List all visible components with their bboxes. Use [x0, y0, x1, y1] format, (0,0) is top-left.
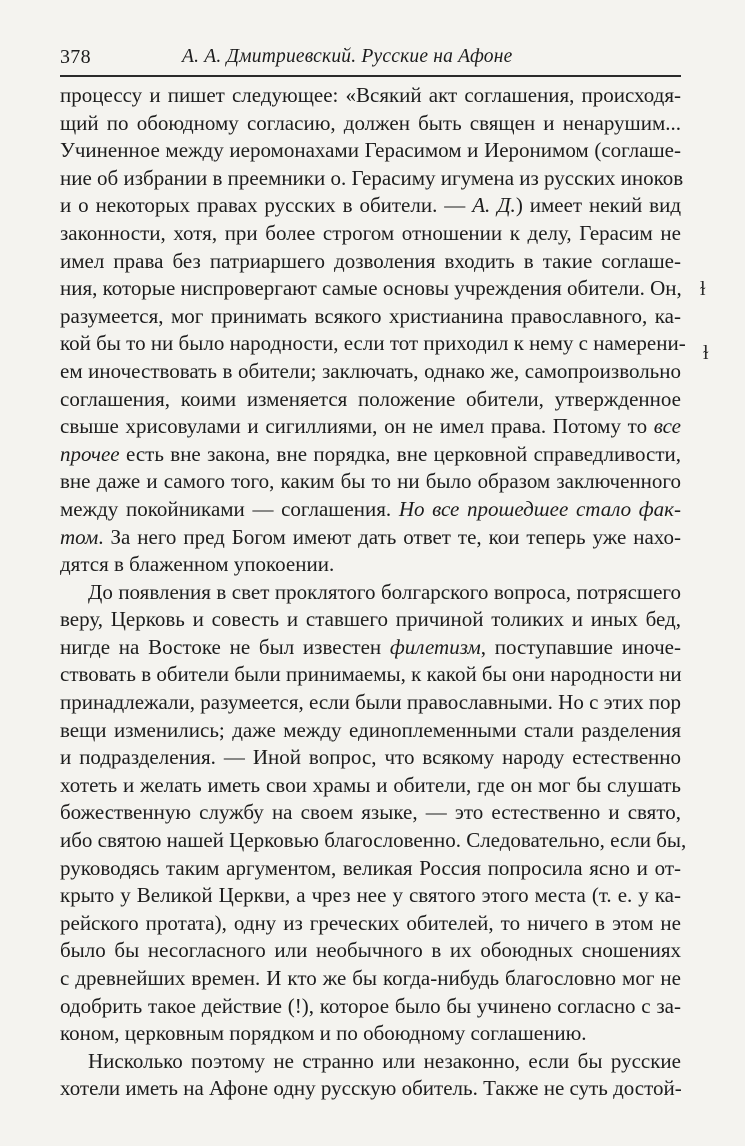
text-line — [60, 882, 681, 910]
text-segment: . За него пред Богом имеют дать ответ те, кои теперь уже нахо- — [98, 524, 681, 549]
italic-text-segment: филетизм — [389, 634, 481, 659]
text-line — [60, 137, 681, 165]
text-segment: хотели иметь на Афоне одну русскую обитель. Также не суть достой- — [60, 1076, 682, 1101]
text-segment: коном, церковным порядком и по обоюдному соглашению. — [60, 1021, 587, 1046]
page-number: 378 — [60, 46, 91, 68]
text-segment: разумеется, мог принимать всякого христианина православного, ка- — [60, 303, 681, 328]
text-segment: законности, хотя, при более строгом отношении к делу, Герасим не — [60, 220, 681, 245]
text-line — [60, 689, 681, 717]
text-segment: было бы несогласного или необычного в их обоюдных сношениях — [60, 938, 681, 963]
text-segment: имел права без патриаршего дозволения входить в такие соглаше- — [60, 248, 681, 273]
running-head: А. А. Дмитриевский. Русские на Афоне — [182, 46, 513, 67]
text-line — [60, 772, 681, 800]
text-segment: кой бы то ни было народности, если тот приходил к нему с намерени- — [60, 331, 686, 356]
text-segment: вещи изменились; даже между единоплеменными стали разделения — [60, 717, 681, 742]
italic-text-segment: все — [653, 414, 681, 439]
text-line — [60, 1020, 681, 1048]
text-segment: есть вне закона, вне порядка, вне церковной справедливости, — [119, 441, 681, 466]
text-segment: ) имеет некий вид — [515, 193, 681, 218]
text-line — [60, 661, 681, 689]
text-segment: между покойниками — соглашения. — [60, 496, 399, 521]
text-segment: ем иночествовать в обители; заключать, однако же, самопроизвольно — [60, 358, 681, 383]
text-line — [60, 441, 681, 469]
text-segment: с древнейших времен. И кто же бы когда-нибудь благословно мог не — [60, 966, 681, 990]
text-line — [60, 551, 681, 579]
text-line — [60, 248, 681, 276]
text-segment: и подразделения. — Иной вопрос, что всякому народу естественно — [60, 745, 681, 770]
margin-mark: ɫ — [703, 342, 709, 364]
text-line — [60, 275, 681, 303]
italic-text-segment: А. Д. — [472, 193, 516, 218]
text-line — [60, 413, 681, 441]
italic-text-segment: прочее — [60, 441, 120, 466]
text-segment: вне даже и самого того, каким бы то ни было образом заключенного — [60, 469, 681, 494]
text-segment: веру, Церковь и совесть и ставшего причиной толиких и иных бед, — [60, 607, 681, 632]
text-segment: соглашения, коими изменяется положение обители, утвержденное — [60, 386, 681, 411]
text-segment: крыто у Великой Церкви, а чрез нее у святого этого места (т. е. у ка- — [60, 883, 681, 908]
text-line — [60, 634, 681, 662]
text-line — [60, 192, 681, 220]
italic-text-segment: Но все прошедшее стало фак- — [398, 496, 681, 521]
text-segment: дятся в блаженном упокоении. — [60, 552, 335, 577]
header-rule — [60, 75, 681, 77]
text-segment: ибо святою нашей Церковью благословенно. Следовательно, если бы, — [60, 828, 687, 853]
text-line — [60, 165, 684, 193]
text-line — [60, 82, 681, 110]
text-line — [60, 717, 681, 745]
text-segment: ния, которые ниспровергают самые основы учреждения обители. Он, — [60, 276, 682, 301]
text-segment: процессу и пишет следующее: «Всякий акт соглашения, происходя- — [60, 83, 681, 107]
text-line — [60, 744, 681, 772]
text-line — [60, 855, 681, 883]
text-segment: одобрить такое действие (!), которое было бы учинено согласно с за- — [60, 993, 681, 1018]
text-segment: божественную службу на своем языке, — это естественно и свято, — [60, 800, 681, 825]
text-line — [60, 496, 681, 524]
text-segment: , поступавшие иноче- — [480, 634, 681, 659]
text-segment: принадлежали, разумеется, если были православными. Но с этих пор — [60, 690, 682, 715]
text-line — [60, 965, 681, 993]
text-line — [60, 524, 681, 552]
text-line — [60, 993, 681, 1021]
text-segment: щий по обоюдному согласию, должен быть священ и ненарушим... — [60, 110, 681, 135]
text-segment: ствовать в обители были принимаемы, к какой бы они народности ни — [60, 662, 682, 687]
text-line — [60, 1075, 681, 1103]
text-line — [60, 110, 681, 138]
page-header — [60, 44, 680, 72]
text-line — [60, 220, 681, 248]
text-line — [60, 468, 681, 496]
text-segment: хотеть и желать иметь свои храмы и обители, где он мог бы слушать — [60, 772, 681, 797]
text-line — [60, 937, 681, 965]
text-segment: нигде на Востоке не был известен — [60, 634, 390, 659]
margin-mark: ɫ — [700, 278, 706, 300]
text-line — [60, 799, 681, 827]
text-segment: свыше хрисовулами и сигиллиями, он не имел права. Потому то — [60, 414, 654, 439]
text-segment: Учиненное между иеромонахами Герасимом и Иеронимом (соглаше- — [60, 138, 681, 163]
text-line — [60, 386, 681, 414]
text-segment: До появления в свет проклятого болгарского вопроса, потрясшего — [88, 579, 681, 604]
italic-text-segment: том — [60, 524, 99, 549]
text-line — [60, 910, 681, 938]
text-line — [60, 606, 681, 634]
text-line — [60, 827, 687, 855]
text-line — [60, 303, 681, 331]
text-line — [60, 330, 686, 358]
text-line — [60, 1048, 681, 1076]
text-line — [60, 579, 681, 607]
text-segment: Нисколько поэтому не странно или незаконно, если бы русские — [88, 1048, 681, 1073]
text-segment: рейского протата), одну из греческих обителей, то ничего в этом не — [60, 910, 681, 935]
text-line — [60, 358, 681, 386]
text-segment: ние об избрании в преемники о. Герасиму игумена из русских иноков — [60, 165, 684, 190]
text-segment: и о некоторых правах русских в обители. — — [60, 193, 473, 218]
text-segment: руководясь таким аргументом, великая Россия попросила ясно и от- — [60, 855, 681, 880]
body-text — [60, 82, 687, 1103]
